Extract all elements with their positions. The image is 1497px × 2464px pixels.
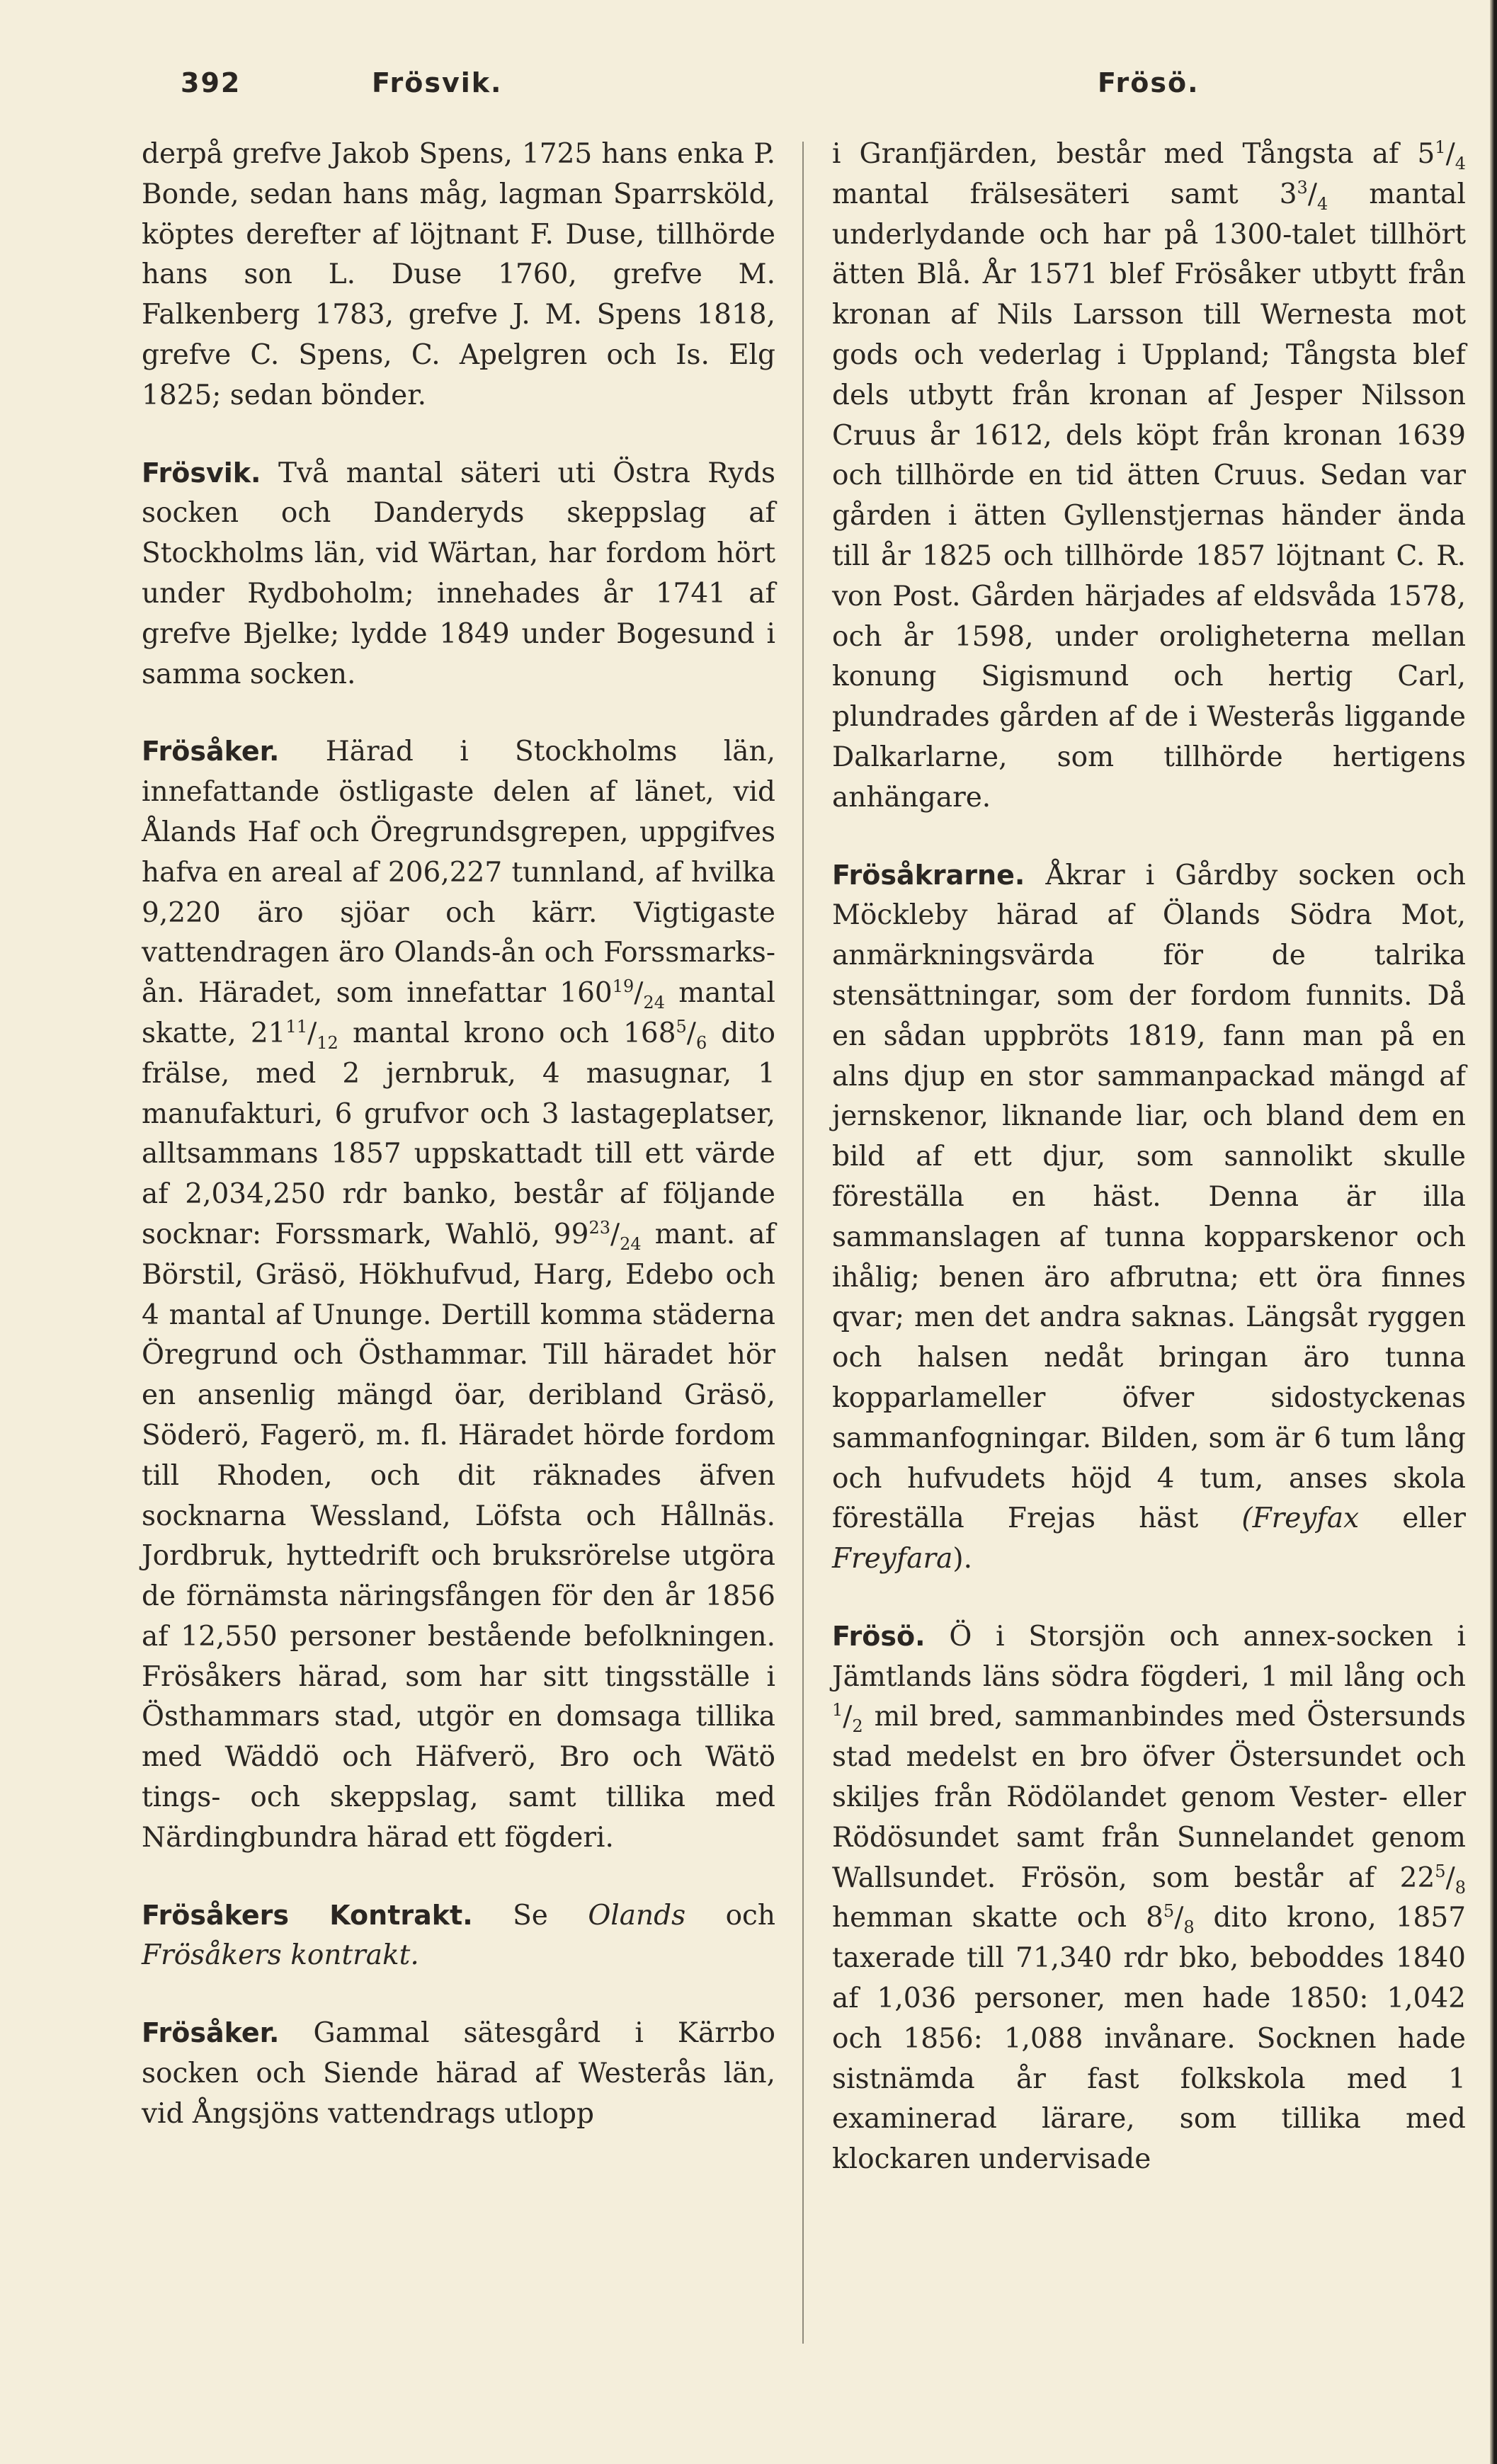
- fraction-denominator: 24: [620, 1233, 642, 1254]
- entry-text: mantal underlydande och har på 1300-talet tillhört ätten Blå. År 1571 blef Frösåker utbytt från kronan af Nils Larsson till Wernesta mot gods och vederlag i Uppland; Tångsta blef dels utbytt från kronan af Jesper Nilsson Cruus år 1612, dels köpt från kronan 1639 och tillhörde en tid ätten Cruus. Sedan var gården i ätten Gyllenstjernas händer ända till år 1825 och tillhörde 1857 löjtnant C. R. von Post. Gården härjades af eldsvåda 1578, och år 1598, under oroligheterna mellan konung Sigismund och hertig Carl, plundrades gården af de i Westerås liggande Dalkarlarne, som tillhörde hertigens anhängare.: [832, 178, 1466, 814]
- cross-reference: Olands: [588, 1899, 686, 1932]
- entry-headword: Frösö.: [832, 1620, 926, 1652]
- entry-text: Se: [513, 1899, 548, 1932]
- fraction-numerator: 11: [285, 1016, 308, 1037]
- left-column: [142, 135, 775, 2172]
- entry-headword: Frösåkers Kontrakt.: [142, 1899, 473, 1931]
- column-divider: [802, 142, 804, 2344]
- cross-reference: Frösåkers kontrakt.: [142, 1939, 419, 1972]
- entry-text: mantal krono och 168: [352, 1017, 676, 1049]
- fraction-numerator: 5: [676, 1016, 687, 1037]
- fraction-numerator: 5: [1435, 1861, 1446, 1881]
- fraction-denominator: 24: [643, 992, 665, 1013]
- entry-text: eller: [1402, 1502, 1466, 1535]
- entry-headword: Frösåker.: [142, 2017, 280, 2049]
- entry-text: mil bred, sammanbindes med Östersunds stad medelst en bro öfver Östersundet och skiljes från Rödölandet genom Vester- eller Rödösundet samt från Sunnelandet genom Wallsundet. Frösön, som består af 22: [832, 1701, 1467, 1894]
- page-header: [181, 67, 1466, 110]
- fraction-denominator: 4: [1455, 153, 1466, 173]
- entry-text: och: [725, 1899, 776, 1932]
- right-column: [832, 135, 1466, 2217]
- entry-headword: Frösvik.: [142, 457, 261, 489]
- running-head-right: Frösö.: [1098, 67, 1200, 98]
- entry-frosakrarne: [832, 855, 1466, 1580]
- entry-text: Åkrar i Gårdby socken och Möckleby härad af Ölands Södra Mot, anmärkningsvärda för de talrika stensättningar, som der fordom funnits. Då en sådan uppbröts 1819, fann man på en alns djup en stor sammanpackad mängd af jernskenor, liknande liar, och bland dem en bild af ett djur, som sannolikt skulle föreställa en häst. Denna är illa sammanslagen af tunna kopparskenor och ihålig; benen äro afbrutna; ett öra finnes qvar; men det andra saknas. Längsåt ryggen och halsen nedåt bringan äro tunna kopparlameller öfver sidostyckenas sammanfogningar. Bilden, som är 6 tum lång och hufvudets höjd 4 tum, anses skola föreställa Frejas häst: [832, 859, 1466, 1535]
- entry-text: Härad i Stockholms län, innefattande östligaste delen af länet, vid Ålands Haf och Öregrundsgrepen, uppgifves hafva en areal af 206,227 tunnland, af hvilka 9,220 äro sjöar och kärr. Vigtigaste vattendragen äro Olands-ån och Forssmarks-ån. Häradet, som innefattar 160: [142, 736, 776, 1010]
- italic-term: (Freyfax: [1241, 1502, 1360, 1535]
- entry-frosvik: [142, 453, 775, 695]
- entry-text: Gammal sätesgård i Kärrbo socken och Siende härad af Westerås län, vid Ångsjöns vattendrags utlopp: [142, 2017, 775, 2130]
- entry-continuation: [142, 135, 775, 416]
- entry-text: mant. af Börstil, Gräsö, Hökhufvud, Harg, Edebo och 4 mantal af Ununge. Dertill komma städerna Öregrund och Östhammar. Till häradet hör en ansenlig mängd öar, deribland Gräsö, Söderö, Fagerö, m. fl. Häradet hörde fordom till Rhoden, och dit räknades äfven socknarna Wessland, Löfsta och Hållnäs. Jordbruk, hyttedrift och bruksrörelse utgöra de förnämsta näringsfången för den år 1856 af 12,550 personer bestående befolkningen. Frösåkers härad, som har sitt tingsställe i Östhammars stad, utgör en domsaga tillika med Wäddö och Häfverö, Bro och Wätö tings- och skeppslag, samt tillika med Närdingbundra härad ett fögderi.: [142, 1218, 775, 1854]
- fraction-numerator: 5: [1163, 1901, 1175, 1922]
- entry-text: hemman skatte och 8: [832, 1902, 1163, 1934]
- fraction-denominator: 8: [1183, 1917, 1195, 1938]
- entry-text: derpå grefve Jakob Spens, 1725 hans enka P. Bonde, sedan hans måg, lagman Sparrsköld, köptes derefter af löjtnant F. Duse, tillhörde hans son L. Duse 1760, grefve M. Falkenberg 1783, grefve J. M. Spens 1818, grefve C. Spens, C. Apelgren och Is. Elg 1825; sedan bönder.: [142, 138, 775, 411]
- entry-text: ).: [952, 1543, 973, 1575]
- fraction-numerator: 1: [832, 1700, 843, 1721]
- fraction-numerator: 19: [612, 976, 634, 997]
- page-edge: [1490, 0, 1497, 2464]
- entry-text: Två mantal säteri uti Östra Ryds socken och Danderyds skeppslag af Stockholms län, vid Wärtan, har fordom hört under Rydboholm; innehades år 1741 af grefve Bjelke; lydde 1849 under Bogesund i samma socken.: [142, 457, 775, 690]
- fraction-numerator: 3: [1297, 177, 1308, 198]
- entry-text: dito frälse, med 2 jernbruk, 4 masugnar, 1 manufakturi, 6 grufvor och 3 lastageplatser, alltsammans 1857 uppskattadt till ett värde af 2,034,250 rdr banko, består af följande socknar: Forssmark, Wahlö, 99: [142, 1017, 775, 1250]
- entry-headword: Frösåker.: [142, 736, 280, 768]
- entry-frosakers-kontrakt: [142, 1895, 775, 1977]
- fraction-numerator: 1: [1435, 137, 1446, 157]
- fraction-denominator: 8: [1455, 1877, 1466, 1898]
- entry-froso: Frösö. Ö i Storsjön och annex-socken i Jämtlands läns södra fögderi, 1 mil lång och $^1/_2$ mil bred, sammanbindes med Östersunds stad medelst en bro öfver Östersundet och skiljes från Rödölandet genom Vester- eller Rödösundet samt från Sunnelandet genom Wallsundet. Frösön, som består af $22^5/_8$ hemman skatte och $8^5/_8$ dito krono, 1857 taxerade till 71,340 rdr bko, beboddes 1840 af 1,036 personer, men hade 1850: 1,042 och 1856: 1,088 invånare. Socknen hade sistnämda år fast folkskola med 1 examinerad lärare, som tillika med klockaren undervisade: [832, 1620, 1467, 2176]
- fraction-denominator: 12: [317, 1032, 338, 1053]
- entry-frosaker-harad: Frösåker. Härad i Stockholms län, innefattande östligaste delen af länet, vid Ålands Haf och Öregrundsgrepen, uppgifves hafva en areal af 206,227 tunnland, af hvilka 9,220 äro sjöar och kärr. Vigtigaste vattendragen äro Olands-ån och Forssmarks-ån. Häradet, som innefattar $160^{19}/_{24}$ mantal skatte, $21^{11}/_{12}$ mantal krono och $168^5/_6$ dito frälse, med 2 jernbruk, 4 masugnar, 1 manufakturi, 6 grufvor och 3 lastageplatser, alltsammans 1857 uppskattadt till ett värde af 2,034,250 rdr banko, består af följande socknar: Forssmark, Wahlö, $99^{23}/_{24}$ mant. af Börstil, Gräsö, Hökhufvud, Harg, Edebo och 4 mantal af Ununge. Dertill komma städerna Öregrund och Östhammar. Till häradet hör en ansenlig mängd öar, deribland Gräsö, Söderö, Fagerö, m. fl. Häradet hörde fordom till Rhoden, och dit räknades äfven socknarna Wessland, Löfsta och Hållnäs. Jordbruk, hyttedrift och bruksrörelse utgöra de förnämsta näringsfången för den år 1856 af 12,550 personer bestående befolkningen. Frösåkers härad, som har sitt tingsställe i Östhammars stad, utgör en domsaga tillika med Wäddö och Häfverö, Bro och Wätö tings- och skeppslag, samt tillika med Närdingbundra härad ett fögderi.: [142, 736, 776, 1854]
- entry-text: dito krono, 1857 taxerade till 71,340 rdr bko, beboddes 1840 af 1,036 personer, men hade 1850: 1,042 och 1856: 1,088 invånare. Socknen hade sistnämda år fast folkskola med 1 examinerad lärare, som tillika med klockaren undervisade: [832, 1902, 1467, 2176]
- fraction-denominator: 4: [1316, 193, 1328, 214]
- entry-headword: Frösåkrarne.: [832, 859, 1025, 891]
- fraction-numerator: 23: [588, 1217, 610, 1238]
- entry-frosaker-gard: [142, 2013, 775, 2134]
- italic-term: Freyfara: [832, 1543, 953, 1575]
- entry-text: mantal frälsesäteri samt 3: [832, 178, 1297, 210]
- fraction-denominator: 2: [852, 1716, 863, 1737]
- entry-text: i Granfjärden, består med Tångsta af 5: [832, 138, 1435, 170]
- entry-frosaker-continuation: i Granfjärden, består med Tångsta af $5^1/_4$ mantal frälsesäteri samt $3^3/_4$ mantal underlydande och har på 1300-talet tillhört ätten Blå. År 1571 blef Frösåker utbytt från kronan af Nils Larsson till Wernesta mot gods och vederlag i Uppland; Tångsta blef dels utbytt från kronan af Jesper Nilsson Cruus år 1612, dels köpt från kronan 1639 och tillhörde en tid ätten Cruus. Sedan var gården i ätten Gyllenstjernas händer ända till år 1825 och tillhörde 1857 löjtnant C. R. von Post. Gården härjades af eldsvåda 1578, och år 1598, under oroligheterna mellan konung Sigismund och hertig Carl, plundrades gården af de i Westerås liggande Dalkarlarne, som tillhörde hertigens anhängare.: [832, 137, 1466, 814]
- fraction-denominator: 6: [695, 1032, 707, 1053]
- entry-text: mantal skatte, 21: [142, 977, 775, 1049]
- page-number: 392: [181, 67, 241, 98]
- entry-text: Ö i Storsjön och annex-socken i Jämtlands läns södra fögderi, 1 mil lång och: [832, 1620, 1466, 1693]
- running-head-left: Frösvik.: [372, 67, 503, 98]
